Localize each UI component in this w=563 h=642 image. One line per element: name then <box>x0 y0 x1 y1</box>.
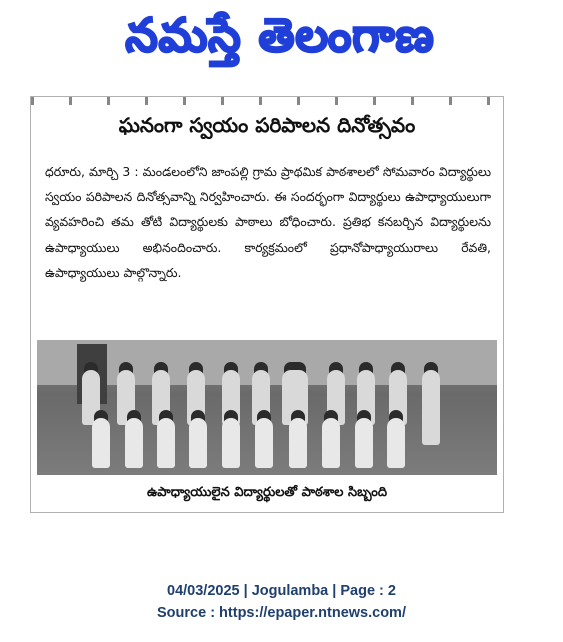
source-footer <box>0 580 563 624</box>
newspaper-masthead <box>70 4 490 78</box>
footer-source-link[interactable]: Source : https://epaper.ntnews.com/ <box>157 605 406 621</box>
article-headline: ఘనంగా స్వయం పరిపాలన దినోత్సవం <box>118 113 416 137</box>
article-photo <box>37 340 497 475</box>
footer-date-edition: 04/03/2025 | Jogulamba | Page : 2 <box>167 583 396 599</box>
article-body: ధరూరు, మార్చి 3 : మండలంలోని జాంపల్లి గ్రామ ప్రాథమిక పాఠశాలలో సోమవారం విద్యార్థులు స్వయం పరిపాలన దినోత్సవాన్ని నిర్వహించారు. ఈ సందర్భంగా విద్యార్థులు ఉపాధ్యాయులుగా వ్యవహరించి తమ తోటి విద్యార్థులకు పాఠాలు బోధించారు. ప్రతిభ కనబర్చిన విద్యార్థులను ఉపాధ్యాయులు అభినందించారు. కార్యక్రమంలో ప్రధానోపాధ్యాయురాలు రేవతి, ఉపాధ్యాయులు పాల్గొన్నారు. <box>45 164 491 280</box>
clipping-cut-edge <box>31 97 503 105</box>
masthead-title: నమస్తే తెలంగాణ <box>125 8 435 62</box>
photo-caption: ఉపాధ్యాయులైన విద్యార్థులతో పాఠశాల సిబ్బంది <box>146 485 388 500</box>
article-clipping <box>30 96 504 513</box>
